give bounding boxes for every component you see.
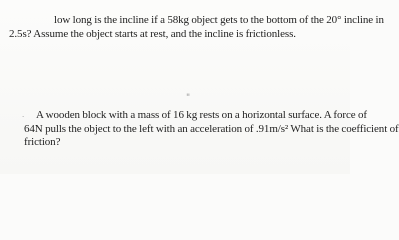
stray-mark: ": [186, 93, 191, 103]
question-2-bullet: ·: [22, 113, 25, 121]
question-2-line-3: friction?: [24, 136, 61, 148]
question-friction-coefficient: [0, 109, 399, 150]
question-1-line-2: 2.5s? Assume the object starts at rest, and the incline is frictionless.: [9, 27, 296, 40]
question-1-line-1: low long is the incline if a 58kg object gets to the bottom of the 20° incline in: [54, 14, 384, 26]
question-incline-time: [0, 14, 384, 41]
question-2-line-2: 64N pulls the object to the left with an acceleration of .91m/s² What is the coefficient of: [24, 122, 399, 135]
question-2-line-1: A wooden block with a mass of 16 kg rests on a horizontal surface. A force of: [36, 109, 367, 121]
